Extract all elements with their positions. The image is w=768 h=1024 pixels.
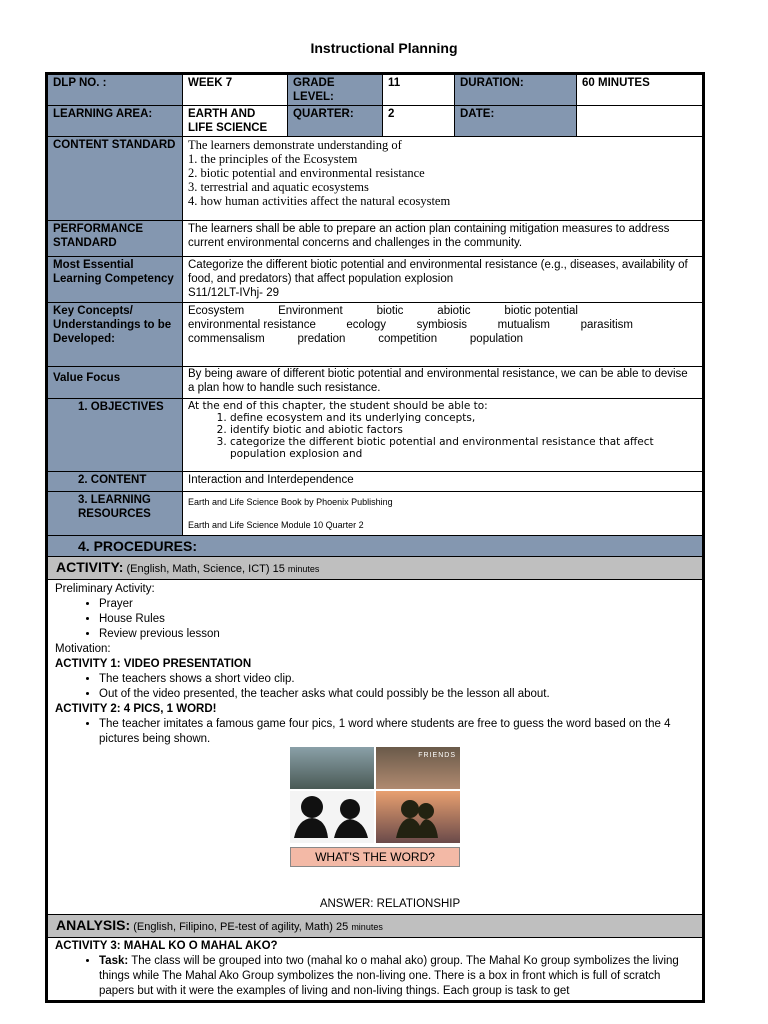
activity1-item: • The teachers shows a short video clip. [99, 672, 695, 687]
objectives-label: 1. OBJECTIVES [48, 399, 183, 472]
grade-value: 11 [383, 75, 455, 106]
analysis-band [48, 915, 703, 938]
concept: environmental resistance [188, 319, 316, 331]
quarter-label: QUARTER: [288, 106, 383, 137]
grade-label: GRADE LEVEL: [288, 75, 383, 106]
photo-friends-cast [376, 747, 460, 789]
objective-item: 1. define ecosystem and its underlying concepts, [230, 412, 697, 424]
answer-text: ANSWER: RELATIONSHIP [319, 898, 461, 910]
concept: commensalism [188, 333, 265, 345]
photo-friends-group [290, 747, 374, 789]
content-label: 2. CONTENT [48, 472, 183, 492]
objective-item: 2. identify biotic and abiotic factors [230, 424, 697, 436]
concept: competition [378, 333, 438, 345]
activity3-heading: ACTIVITY 3: MAHAL KO O MAHAL AKO? [55, 940, 278, 952]
cs-item: 4. how human activities affect the natural ecosystem [188, 194, 451, 208]
concept: abiotic [437, 305, 471, 317]
objectives-text [183, 399, 703, 472]
concept: ecology [346, 319, 387, 331]
friends-logo: FRIENDS [418, 752, 456, 759]
value-focus-text: By being aware of different biotic potential and environmental resistance, we can be able to devise a plan how to handle such resistance. [183, 367, 703, 399]
objective-item: 3. categorize the different biotic potential and environmental resistance that affect population explosion and [230, 436, 697, 460]
melc-code: S11/12LT-IVhj- 29 [188, 287, 279, 299]
melc-text [183, 257, 703, 303]
whats-the-word-caption: WHAT'S THE WORD? [290, 847, 460, 867]
duration-label: DURATION: [455, 75, 577, 106]
concept: mutualism [497, 319, 551, 331]
activity-band [48, 557, 703, 580]
cs-item: 3. terrestrial and aquatic ecosystems [188, 180, 369, 194]
concept: Environment [278, 305, 343, 317]
week-value: WEEK 7 [183, 75, 288, 106]
quarter-value: 2 [383, 106, 455, 137]
objectives-intro: At the end of this chapter, the student should be able to: [188, 400, 488, 412]
content-standard-text [183, 137, 703, 221]
analysis-minutes: 25 [336, 921, 349, 933]
activity2-heading: ACTIVITY 2: 4 PICS, 1 WORD! [55, 703, 217, 715]
activity-title: ACTIVITY: [56, 559, 124, 575]
analysis-title: ANALYSIS: [56, 917, 131, 933]
analysis-subjects: (English, Filipino, PE-test of agility, Math) [133, 921, 333, 933]
performance-standard-text: The learners shall be able to prepare an action plan containing mitigation measures to address current environmental concerns and challenges in the community. [183, 221, 703, 257]
page-title: Instructional Planning [310, 40, 458, 56]
resource-item: Earth and Life Science Module 10 Quarter 2 [188, 520, 364, 530]
content-text: Interaction and Interdependence [183, 472, 703, 492]
key-concepts-label: Key Concepts/ Understandings to be Developed: [48, 303, 183, 367]
concept: predation [297, 333, 346, 345]
analysis-unit: minutes [351, 922, 383, 932]
lesson-plan-table [45, 72, 705, 1003]
activity-unit: minutes [287, 564, 320, 574]
melc-body: Categorize the different biotic potential and environmental resistance (e.g., diseases, availability of food, and predators) that affect population explosion [188, 259, 688, 285]
key-concepts-text [183, 303, 703, 367]
motivation-heading: Motivation: [55, 643, 111, 655]
value-focus-label: Value Focus [48, 367, 183, 399]
cs-item: 1. the principles of the Ecosystem [188, 152, 358, 166]
task-item [99, 954, 695, 999]
task-text: The class will be grouped into two (mahal ko o mahal ako) group. The Mahal Ko group symbolizes the living things while The Mahal Ako Group symbolizes the non-living one. There is a box in front which is full of scratch papers but with it were the examples of living and non-living things. Each group is task to get [99, 955, 679, 997]
resource-item: Earth and Life Science Book by Phoenix Publishing [188, 497, 393, 507]
concept: population [469, 333, 523, 345]
area-value: EARTH AND LIFE SCIENCE [183, 106, 288, 137]
concept: biotic [376, 305, 404, 317]
prelim-item: • Prayer [99, 597, 695, 612]
concept: biotic potential [504, 305, 578, 317]
concept: symbiosis [416, 319, 468, 331]
resources-label: 3. LEARNING RESOURCES [48, 492, 183, 536]
resources-text [183, 492, 703, 536]
activity1-item: • Out of the video presented, the teacher asks what could possibly be the lesson all about. [99, 687, 695, 702]
analysis-body [48, 938, 703, 1001]
prelim-heading: Preliminary Activity: [55, 583, 155, 595]
concept: parasitism [580, 319, 633, 331]
four-pics-image [290, 747, 460, 867]
task-label: Task: [99, 955, 129, 967]
duration-value: 60 MINUTES [577, 75, 703, 106]
activity-subjects: (English, Math, Science, ICT) [126, 563, 270, 575]
activity-body [48, 580, 703, 915]
activity2-item: • The teacher imitates a famous game four pics, 1 word where students are free to guess the word based on the 4 pictures being shown. [99, 717, 695, 747]
concept: Ecosystem [188, 305, 245, 317]
prelim-item: • House Rules [99, 612, 695, 627]
dlp-label: DLP NO. : [48, 75, 183, 106]
photo-silhouette-argue [290, 791, 374, 843]
content-standard-label: CONTENT STANDARD [48, 137, 183, 221]
procedures-heading: 4. PROCEDURES: [48, 536, 703, 557]
melc-label: Most Essential Learning Competency [48, 257, 183, 303]
prelim-item: • Review previous lesson [99, 627, 695, 642]
content-standard-intro: The learners demonstrate understanding of [188, 138, 402, 152]
date-label: DATE: [455, 106, 577, 137]
activity1-heading: ACTIVITY 1: VIDEO PRESENTATION [55, 658, 252, 670]
area-label: LEARNING AREA: [48, 106, 183, 137]
photo-couple-sunset [376, 791, 460, 843]
performance-standard-label: PERFORMANCE STANDARD [48, 221, 183, 257]
date-value [577, 106, 703, 137]
activity-minutes: 15 [272, 563, 285, 575]
cs-item: 2. biotic potential and environmental resistance [188, 166, 425, 180]
